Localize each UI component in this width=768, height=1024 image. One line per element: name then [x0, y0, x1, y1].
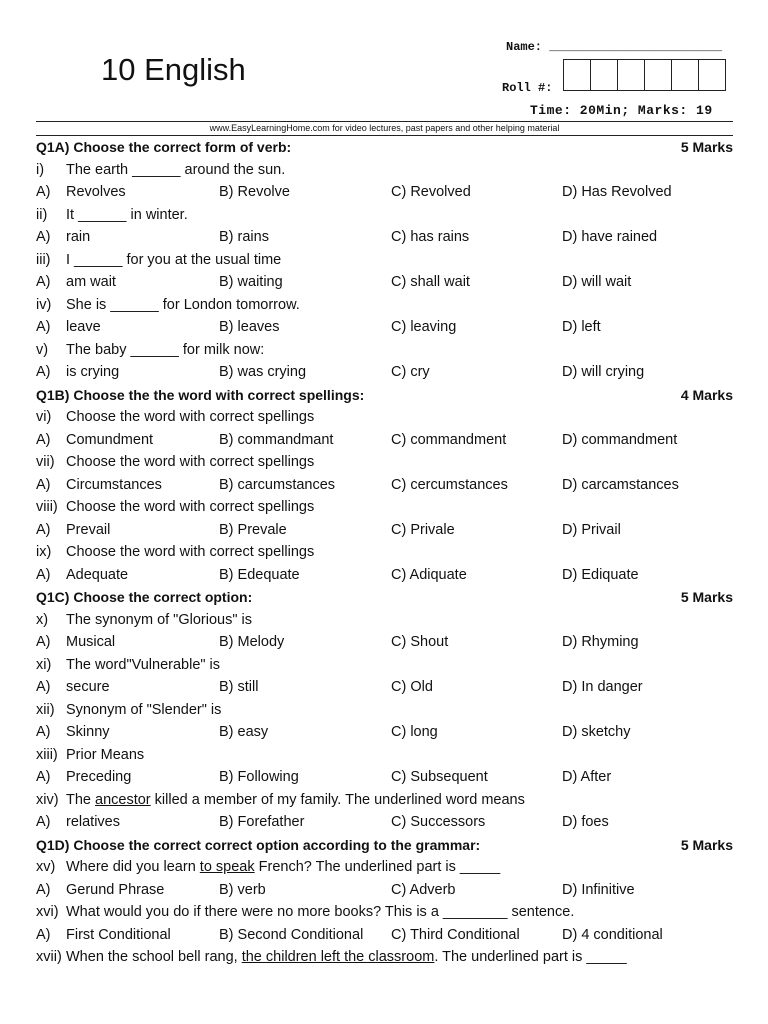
- option-a: Circumstances: [66, 476, 162, 493]
- option-a-label: A): [36, 274, 51, 290]
- options-row: [36, 316, 733, 339]
- question-number: ix): [36, 544, 52, 560]
- section-marks: 5 Marks: [680, 139, 733, 155]
- option-b: B) Prevale: [219, 521, 287, 538]
- options-row: [36, 519, 733, 542]
- question-row: [36, 789, 733, 812]
- option-d: D) have rained: [562, 229, 658, 245]
- roll-box: [590, 59, 618, 91]
- roll-number-label: Roll #:: [502, 81, 553, 95]
- option-a: Preceding: [66, 769, 132, 785]
- option-c: C) Shout: [391, 634, 449, 650]
- question-text: The synonym of "Glorious" is: [66, 611, 252, 628]
- option-c: C) Subsequent: [391, 769, 488, 785]
- option-d: D) In danger: [562, 679, 643, 695]
- option-c: C) Successors: [391, 814, 486, 830]
- option-c: C) long: [391, 724, 438, 740]
- question-row: [36, 699, 733, 722]
- option-a-label: A): [36, 184, 51, 200]
- question-text: Choose the word with correct spellings: [66, 454, 315, 470]
- question-row: [36, 451, 733, 474]
- question-number: xiii): [36, 746, 58, 763]
- option-d: D) 4 conditional: [562, 926, 663, 943]
- option-b: B) easy: [219, 724, 269, 740]
- roll-box: [644, 59, 672, 91]
- question-number: vi): [36, 409, 52, 425]
- option-d: D) After: [562, 769, 612, 785]
- question-row: [36, 159, 733, 182]
- options-row: [36, 226, 733, 249]
- question-number: viii): [36, 499, 58, 515]
- option-d: D) Privail: [562, 521, 621, 538]
- roll-box: [671, 59, 699, 91]
- question-number: iii): [36, 251, 51, 268]
- option-b: B) Forefather: [219, 814, 305, 830]
- roll-number-boxes: [564, 59, 726, 91]
- roll-box: [617, 59, 645, 91]
- question-text: Choose the word with correct spellings: [66, 409, 315, 425]
- question-number: ii): [36, 206, 48, 223]
- option-b: B) waiting: [219, 274, 283, 290]
- option-d: D) carcamstances: [562, 476, 679, 493]
- option-a-label: A): [36, 724, 51, 740]
- options-row: [36, 429, 733, 452]
- option-c: C) Third Conditional: [391, 926, 520, 943]
- option-b: B) Following: [219, 769, 299, 785]
- option-a-label: A): [36, 364, 51, 380]
- option-a: Revolves: [66, 184, 126, 200]
- section-marks: 5 Marks: [680, 836, 733, 853]
- roll-box: [563, 59, 591, 91]
- question-text: It ______ in winter.: [66, 206, 188, 223]
- underlined-text: ancestor: [95, 791, 151, 808]
- options-row: [36, 271, 733, 294]
- options-row: [36, 766, 733, 789]
- option-b: B) commandmant: [219, 431, 334, 448]
- option-d: D) Rhyming: [562, 634, 639, 650]
- option-a-label: A): [36, 769, 51, 785]
- question-row: [36, 249, 733, 272]
- option-c: C) Adiquate: [391, 566, 467, 583]
- question-number: v): [36, 341, 49, 358]
- header-rule-top: [36, 121, 733, 122]
- question-row: [36, 946, 733, 969]
- option-a: Prevail: [66, 521, 111, 538]
- section-title: Q1B) Choose the the word with correct spellings:: [36, 386, 365, 403]
- question-row: [36, 496, 733, 519]
- options-row: [36, 924, 733, 947]
- option-b: B) was crying: [219, 364, 307, 380]
- option-c: C) Revolved: [391, 184, 471, 200]
- question-text: What would you do if there were no more books? This is a ________ sentence.: [66, 904, 575, 920]
- question-text: She is ______ for London tomorrow.: [66, 296, 300, 313]
- question-row: [36, 744, 733, 767]
- option-a: rain: [66, 229, 91, 245]
- option-d: D) will wait: [562, 274, 632, 290]
- option-a: Musical: [66, 634, 116, 650]
- option-c: C) Old: [391, 679, 433, 695]
- question-number: xv): [36, 859, 56, 875]
- option-b: B) rains: [219, 229, 269, 245]
- question-text: The word"Vulnerable" is: [66, 656, 221, 673]
- question-number: vii): [36, 454, 55, 470]
- option-a: First Conditional: [66, 926, 171, 943]
- option-a: leave: [66, 319, 101, 335]
- option-a-label: A): [36, 679, 51, 695]
- option-d: D) Infinitive: [562, 881, 635, 898]
- document-title: 10 English: [101, 52, 246, 87]
- question-row: [36, 541, 733, 564]
- question-number: i): [36, 161, 45, 178]
- question-row: [36, 204, 733, 227]
- underlined-text: to speak: [199, 859, 255, 875]
- section-heading: [36, 136, 733, 159]
- option-c: C) cry: [391, 364, 430, 380]
- option-b: B) Edequate: [219, 566, 300, 583]
- section-heading: [36, 586, 733, 609]
- question-number: xvi): [36, 904, 59, 920]
- option-b: B) verb: [219, 881, 266, 898]
- question-number: xiv): [36, 791, 59, 808]
- option-a-label: A): [36, 319, 51, 335]
- option-a: am wait: [66, 274, 116, 290]
- question-row: [36, 294, 733, 317]
- question-number: iv): [36, 296, 52, 313]
- question-text: Choose the word with correct spellings: [66, 544, 315, 560]
- question-text: The earth ______ around the sun.: [66, 161, 286, 178]
- option-b: B) leaves: [219, 319, 280, 335]
- question-text: The baby ______ for milk now:: [66, 341, 265, 358]
- option-d: D) Ediquate: [562, 566, 639, 583]
- option-a-label: A): [36, 476, 51, 493]
- option-a-label: A): [36, 634, 51, 650]
- options-row: [36, 879, 733, 902]
- option-a: is crying: [66, 364, 120, 380]
- options-row: [36, 361, 733, 384]
- question-number: xii): [36, 701, 55, 718]
- option-c: C) cercumstances: [391, 476, 508, 493]
- option-a: Adequate: [66, 566, 129, 583]
- option-a-label: A): [36, 814, 51, 830]
- option-d: D) commandment: [562, 431, 678, 448]
- option-a-label: A): [36, 881, 51, 898]
- question-row: [36, 406, 733, 429]
- option-a: Comundment: [66, 431, 154, 448]
- options-row: [36, 811, 733, 834]
- question-text: When the school bell rang, the children left the classroom. The underlined part is _____: [66, 949, 627, 965]
- option-a-label: A): [36, 566, 51, 583]
- options-row: [36, 181, 733, 204]
- option-d: D) sketchy: [562, 724, 631, 740]
- option-d: D) left: [562, 319, 601, 335]
- question-row: [36, 901, 733, 924]
- section-heading: [36, 384, 733, 407]
- question-row: [36, 654, 733, 677]
- option-c: C) has rains: [391, 229, 470, 245]
- options-row: [36, 564, 733, 587]
- option-b: B) Second Conditional: [219, 926, 364, 943]
- question-list: [36, 136, 733, 969]
- roll-box: [698, 59, 726, 91]
- section-marks: 5 Marks: [680, 589, 733, 605]
- question-number: xi): [36, 656, 52, 673]
- option-a-label: A): [36, 431, 51, 448]
- time-marks: Time: 20Min; Marks: 19: [530, 103, 713, 118]
- section-marks: 4 Marks: [680, 386, 733, 403]
- question-text: Prior Means: [66, 746, 145, 763]
- question-row: [36, 609, 733, 632]
- question-text: Where did you learn to speak French? The underlined part is _____: [66, 859, 501, 875]
- question-text: Choose the word with correct spellings: [66, 499, 315, 515]
- underlined-text: the children left the classroom: [241, 949, 435, 965]
- section-title: Q1C) Choose the correct option:: [36, 589, 253, 605]
- name-field: Name: ________________________: [506, 40, 723, 54]
- options-row: [36, 631, 733, 654]
- website-note: www.EasyLearningHome.com for video lectures, past papers and other helping material: [209, 123, 560, 133]
- option-c: C) leaving: [391, 319, 457, 335]
- option-d: D) Has Revolved: [562, 184, 672, 200]
- option-c: C) shall wait: [391, 274, 470, 290]
- section-title: Q1D) Choose the correct correct option according to the grammar:: [36, 836, 481, 853]
- options-row: [36, 474, 733, 497]
- section-title: Q1A) Choose the correct form of verb:: [36, 139, 292, 155]
- question-number: xvii): [36, 949, 62, 965]
- question-text: The ancestor killed a member of my family. The underlined word means: [66, 791, 525, 808]
- option-c: C) Privale: [391, 521, 455, 538]
- section-heading: [36, 834, 733, 857]
- options-row: [36, 676, 733, 699]
- option-a-label: A): [36, 926, 51, 943]
- option-c: C) commandment: [391, 431, 507, 448]
- option-b: B) still: [219, 679, 259, 695]
- option-d: D) foes: [562, 814, 609, 830]
- question-text: Synonym of "Slender" is: [66, 701, 222, 718]
- option-a-label: A): [36, 229, 51, 245]
- option-a-label: A): [36, 521, 51, 538]
- question-row: [36, 339, 733, 362]
- option-b: B) Melody: [219, 634, 285, 650]
- option-c: C) Adverb: [391, 881, 456, 898]
- option-d: D) will crying: [562, 364, 645, 380]
- question-row: [36, 856, 733, 879]
- option-a: relatives: [66, 814, 120, 830]
- option-a: Skinny: [66, 724, 110, 740]
- option-a: Gerund Phrase: [66, 881, 165, 898]
- option-b: B) carcumstances: [219, 476, 336, 493]
- option-a: secure: [66, 679, 110, 695]
- question-text: I ______ for you at the usual time: [66, 251, 282, 268]
- question-number: x): [36, 611, 49, 628]
- option-b: B) Revolve: [219, 184, 290, 200]
- options-row: [36, 721, 733, 744]
